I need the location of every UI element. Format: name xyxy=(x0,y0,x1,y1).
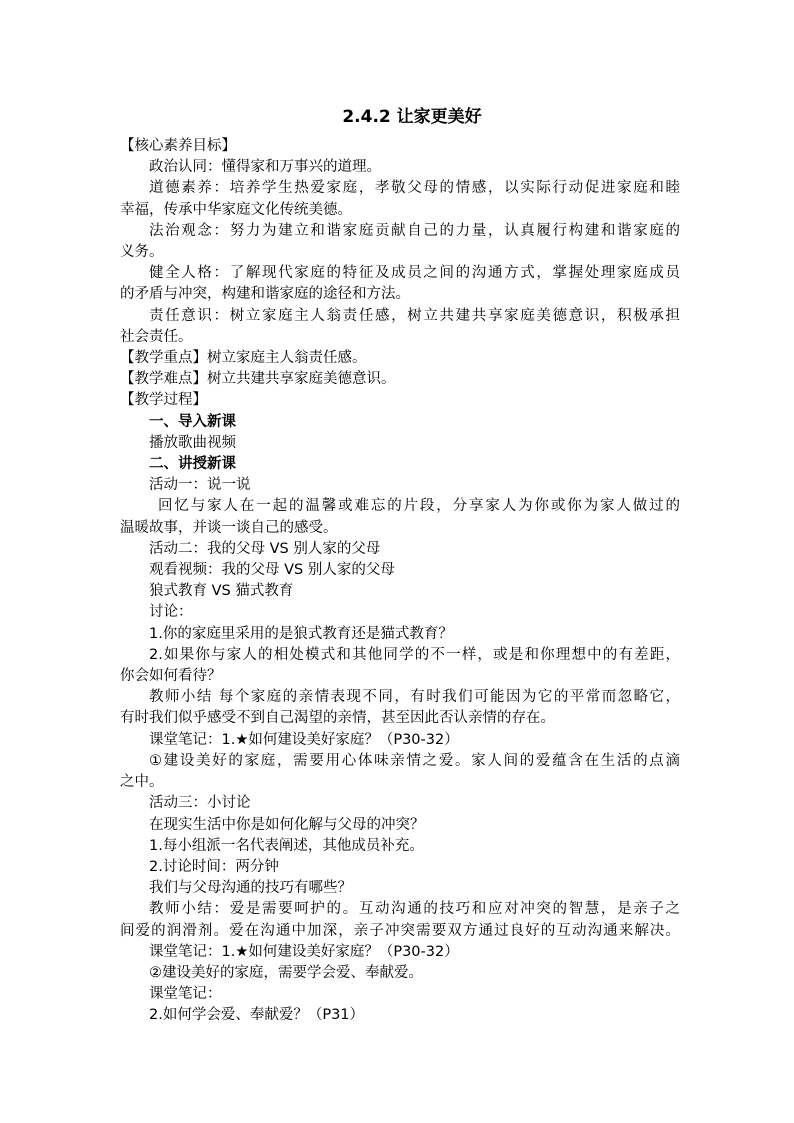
text-line: 在现实生活中你是如何化解与父母的冲突？ xyxy=(149,816,425,833)
text-line: 【教学过程】 xyxy=(120,392,207,409)
text-line: 课堂笔记：1.★如何建设美好家庭？（P30-32） xyxy=(149,731,459,748)
text-line: 狼式教育 VS 猫式教育 xyxy=(149,583,294,600)
text-line: 活动三：小讨论 xyxy=(149,795,251,812)
text-line: 二、讲授新课 xyxy=(149,456,236,473)
document-title: 2.4.2 让家更美好 xyxy=(342,107,482,127)
text-line: 有时我们似乎感受不到自己渴望的亲情，甚至因此否认亲情的存在。 xyxy=(120,710,555,727)
text-line: 1.你的家庭里采用的是狼式教育还是猫式教育？ xyxy=(149,625,453,642)
text-line: 责任意识：树立家庭主人翁责任感，树立共建共享家庭美德意识，积极承担 xyxy=(149,307,680,324)
text-line: 教师小结 每个家庭的亲情表现不同，有时我们可能因为它的平常而忽略它， xyxy=(149,689,680,706)
text-line: 教师小结：爱是需要呵护的。互动沟通的技巧和应对冲突的智慧，是亲子之 xyxy=(149,901,680,918)
text-line: 课堂笔记： xyxy=(149,986,222,1003)
text-line: 【核心素养目标】 xyxy=(120,138,236,154)
text-line: 活动一：说一说 xyxy=(149,477,251,494)
text-line: 【教学重点】树立家庭主人翁责任感。 xyxy=(120,350,367,367)
text-line: 之中。 xyxy=(120,774,164,791)
text-line: 政治认同：懂得家和万事兴的道理。 xyxy=(149,159,381,176)
text-line: 2.如何学会爱、奉献爱？（P31） xyxy=(149,1007,365,1024)
text-line: 法治观念：努力为建立和谐家庭贡献自己的力量，认真履行构建和谐家庭的 xyxy=(149,222,680,239)
text-line: 1.每小组派一名代表阐述，其他成员补充。 xyxy=(149,837,424,854)
text-line: 间爱的润滑剂。爱在沟通中加深，亲子冲突需要双方通过良好的互动沟通来解决。 xyxy=(120,922,680,939)
text-line: 你会如何看待？ xyxy=(120,668,222,685)
text-line: 观看视频：我的父母 VS 别人家的父母 xyxy=(149,562,395,579)
text-line: 回忆与家人在一起的温馨或难忘的片段，分享家人为你或你为家人做过的 xyxy=(158,498,680,515)
text-line: 活动二：我的父母 VS 别人家的父母 xyxy=(149,540,381,557)
text-line: 2.讨论时间：两分钟 xyxy=(149,858,279,875)
document-body xyxy=(120,136,680,1027)
text-line: 讨论： xyxy=(149,604,193,621)
text-line: ①建设美好的家庭，需要用心体味亲情之爱。家人间的爱蕴含在生活的点滴 xyxy=(149,752,680,769)
text-line: 义务。 xyxy=(120,244,164,261)
text-line: 幸福，传承中华家庭文化传统美德。 xyxy=(120,201,352,218)
text-line: 的矛盾与冲突，构建和谐家庭的途径和方法。 xyxy=(120,286,410,303)
text-line: 温暖故事，并谈一谈自己的感受。 xyxy=(120,519,338,536)
text-line: 我们与父母沟通的技巧有哪些？ xyxy=(149,880,352,897)
text-line: 健全人格：了解现代家庭的特征及成员之间的沟通方式，掌握处理家庭成员 xyxy=(149,265,680,282)
text-line: 2.如果你与家人的相处模式和其他同学的不一样，或是和你理想中的有差距， xyxy=(149,646,680,663)
text-line: ②建设美好的家庭，需要学会爱、奉献爱。 xyxy=(149,964,423,981)
text-line: 播放歌曲视频 xyxy=(149,434,236,451)
text-line: 一、导入新课 xyxy=(149,413,236,430)
text-line: 道德素养：培养学生热爱家庭，孝敬父母的情感，以实际行动促进家庭和睦 xyxy=(149,180,680,197)
text-line: 课堂笔记：1.★如何建设美好家庭？（P30-32） xyxy=(149,943,459,960)
text-line: 【教学难点】树立共建共享家庭美德意识。 xyxy=(120,371,396,388)
text-line: 社会责任。 xyxy=(120,328,193,345)
